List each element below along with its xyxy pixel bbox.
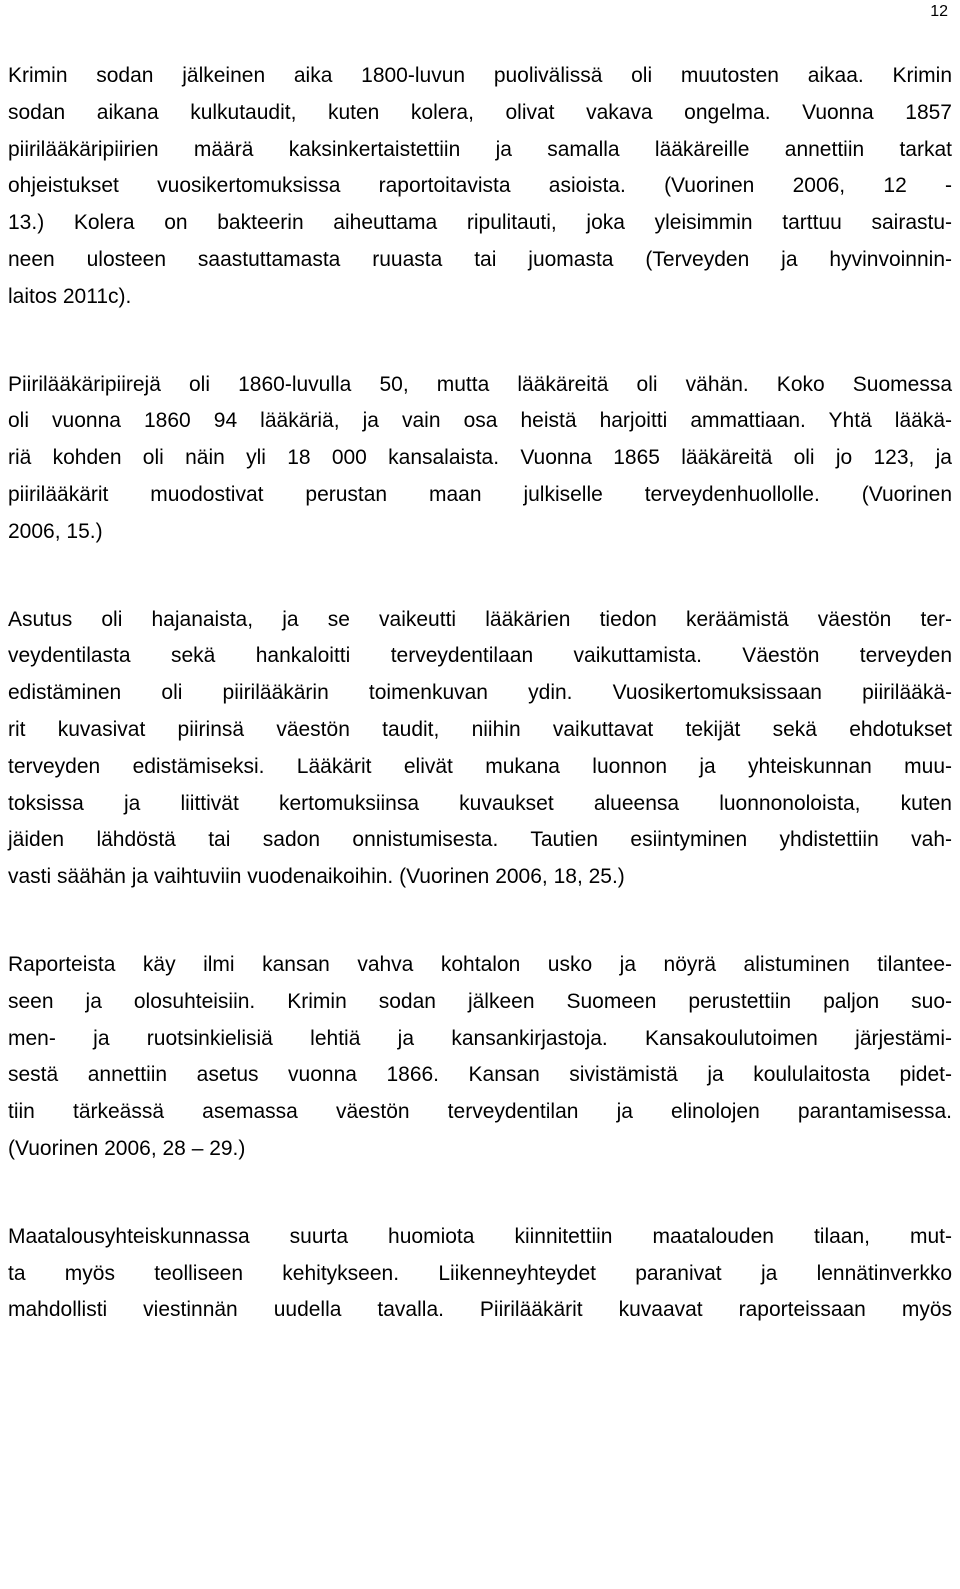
paragraph-3 xyxy=(8,602,952,896)
text-line: 2006, 15.) xyxy=(8,519,103,543)
text-line: Krimin sodan jälkeinen aika 1800-luvun puolivälissä oli muutosten aikaa. Krimin xyxy=(8,64,952,87)
text-line: riä kohden oli näin yli 18 000 kansalaista. Vuonna 1865 lääkäreitä oli jo 123, ja xyxy=(8,446,952,470)
text-line: neen ulosteen saastuttamasta ruuasta tai juomasta (Terveyden ja hyvinvoinnin- xyxy=(8,247,952,271)
text-line: rit kuvasivat piirinsä väestön taudit, niihin vaikuttavat tekijät sekä ehdotukset xyxy=(8,717,952,741)
text-line: Maatalousyhteiskunnassa suurta huomiota kiinnitettiin maatalouden tilaan, mut- xyxy=(8,1224,952,1248)
text-line: men- ja ruotsinkielisiä lehtiä ja kansankirjastoja. Kansakoulutoimen järjestämi- xyxy=(8,1026,952,1050)
paragraph-5 xyxy=(8,1219,952,1329)
text-line: tiin tärkeässä asemassa väestön terveydentilan ja elinolojen parantamisessa. xyxy=(8,1100,952,1124)
document-body xyxy=(8,58,952,1380)
text-line: Asutus oli hajanaista, ja se vaikeutti lääkärien tiedon keräämistä väestön ter- xyxy=(8,607,952,631)
paragraph-1 xyxy=(8,58,952,316)
text-line: seen ja olosuhteisiin. Krimin sodan jälkeen Suomeen perustettiin paljon suo- xyxy=(8,989,952,1013)
text-line: veydentilasta sekä hankaloitti terveydentilaan vaikuttamista. Väestön terveyden xyxy=(8,644,952,668)
text-line: ohjeistukset vuosikertomuksissa raportoitavista asioista. (Vuorinen 2006, 12 - xyxy=(8,174,952,198)
text-line: edistäminen oli piirilääkärin toimenkuvan ydin. Vuosikertomuksissaan piirilääkä- xyxy=(8,681,952,705)
text-line: Piirilääkäripiirejä oli 1860-luvulla 50, mutta lääkäreitä oli vähän. Koko Suomessa xyxy=(8,372,952,396)
text-line: terveyden edistämiseksi. Lääkärit elivät mukana luonnon ja yhteiskunnan muu- xyxy=(8,754,952,778)
text-line: piirilääkärit muodostivat perustan maan julkiselle terveydenhuollolle. (Vuorinen xyxy=(8,482,952,506)
text-line: 13.) Kolera on bakteerin aiheuttama ripulitauti, joka yleisimmin tarttuu sairastu- xyxy=(8,211,952,235)
paragraph-2 xyxy=(8,367,952,551)
text-line: jäiden lähdöstä tai sadon onnistumisesta. Tautien esiintyminen yhdistettiin vah- xyxy=(8,828,952,852)
text-line: piirilääkäripiirien määrä kaksinkertaistettiin ja samalla lääkäreille annettiin tarkat xyxy=(8,137,952,161)
text-line: toksissa ja liittivät kertomuksiinsa kuvaukset alueensa luonnonoloista, kuten xyxy=(8,791,952,815)
text-line: Raporteista käy ilmi kansan vahva kohtalon usko ja nöyrä alistuminen tilantee- xyxy=(8,952,952,976)
text-line: vasti säähän ja vaihtuviin vuodenaikoihin. (Vuorinen 2006, 18, 25.) xyxy=(8,865,625,889)
text-line: mahdollisti viestinnän uudella tavalla. Piirilääkärit kuvaavat raporteissaan myös xyxy=(8,1298,952,1322)
page-number: 12 xyxy=(930,3,948,20)
text-line: (Vuorinen 2006, 28 – 29.) xyxy=(8,1136,246,1160)
text-line: oli vuonna 1860 94 lääkäriä, ja vain osa heistä harjoitti ammattiaan. Yhtä lääkä- xyxy=(8,409,952,433)
text-line: sestä annettiin asetus vuonna 1866. Kansan sivistämistä ja koululaitosta pidet- xyxy=(8,1063,952,1087)
text-line: laitos 2011c). xyxy=(8,284,132,308)
paragraph-4 xyxy=(8,947,952,1168)
text-line: ta myös teolliseen kehitykseen. Liikenneyhteydet paranivat ja lennätinverkko xyxy=(8,1261,952,1285)
text-line: sodan aikana kulkutaudit, kuten kolera, olivat vakava ongelma. Vuonna 1857 xyxy=(8,100,952,124)
